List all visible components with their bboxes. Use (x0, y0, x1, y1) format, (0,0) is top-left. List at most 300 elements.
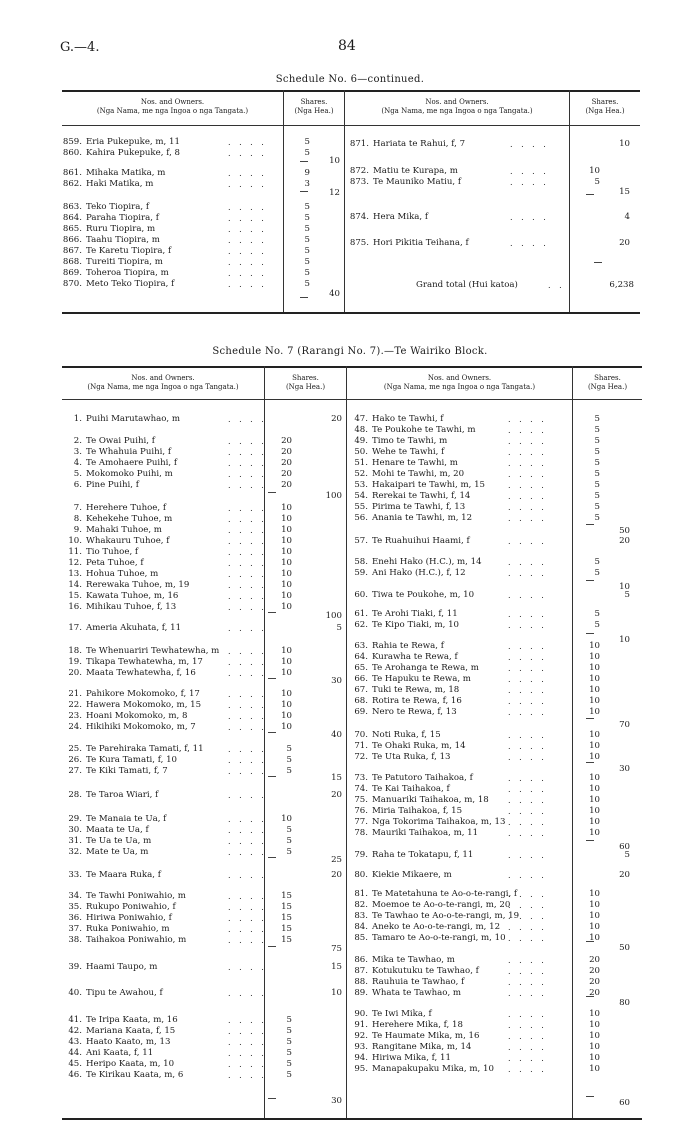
owner-name: Wehe te Tawhi, f (372, 447, 445, 457)
share-value: 10 (589, 663, 600, 673)
leader-dots: . . . . (508, 708, 547, 717)
sum-rule (586, 941, 594, 942)
leader-dots: . . . . (508, 851, 547, 860)
owner-name: Mahaki Tuhoe, m (86, 525, 162, 535)
leader-dots: . . (548, 281, 565, 290)
owner-name: Rotira te Rewa, f, 16 (372, 696, 462, 706)
share-value: 5 (286, 744, 292, 754)
list-item (58, 766, 168, 777)
entry-number: 88. (354, 977, 368, 987)
share-value: 5 (304, 202, 310, 212)
entry-number: 51. (354, 458, 368, 468)
leader-dots: . . . . (508, 1032, 547, 1041)
list-item (58, 458, 177, 469)
entry-number: 72. (354, 752, 368, 762)
entry-number: 50. (354, 447, 368, 457)
share-value: 10 (281, 558, 292, 568)
list-item (58, 569, 158, 580)
owner-name: Hariata te Rahui, f, 7 (373, 139, 466, 149)
owners-column-header (347, 374, 572, 392)
total-value: 4 (624, 212, 630, 222)
sum-rule (586, 633, 594, 634)
list-item (58, 623, 181, 634)
share-value: 20 (589, 966, 600, 976)
entry-number: 22. (68, 700, 82, 710)
list-item (346, 469, 464, 480)
leader-dots: . . . . (508, 901, 547, 910)
share-value: 5 (594, 557, 600, 567)
share-value: 10 (589, 1042, 600, 1052)
entry-number: 33. (68, 870, 82, 880)
owner-name: Te Iripa Kaata, m, 16 (86, 1015, 178, 1025)
owner-name: Mauriki Taihakoa, m, 11 (372, 828, 479, 838)
list-item (346, 513, 472, 524)
sum-rule (586, 524, 594, 525)
owner-name: Hako te Tawhi, f (372, 414, 444, 424)
leader-dots: . . . . (508, 934, 547, 943)
list-item (58, 1070, 183, 1081)
shares-column-header-line: (Nga Hea.) (294, 107, 334, 115)
subtotal-value: 60 (619, 1098, 630, 1108)
owner-name: Pahikore Mokomoko, f, 17 (86, 689, 200, 699)
sum-rule (268, 1098, 276, 1099)
entry-number: 12. (68, 558, 82, 568)
list-item (58, 814, 166, 825)
list-item (58, 1026, 175, 1037)
list-item (346, 988, 461, 999)
sum-rule (586, 762, 594, 763)
leader-dots: . . . . (228, 701, 267, 710)
owner-name: Hera Mika, f (373, 212, 429, 222)
owner-name: Kotukutuku te Tawhao, f (372, 966, 479, 976)
owner-name: Mihaka Matika, m (86, 168, 166, 178)
entry-number: 868. (62, 257, 82, 267)
list-item (346, 480, 485, 491)
entry-number: 2. (73, 436, 82, 446)
owner-name: Rangitane Mika, m, 14 (372, 1042, 472, 1052)
leader-dots: . . . . (228, 581, 267, 590)
entry-number: 867. (62, 246, 82, 256)
list-item (58, 825, 149, 836)
rule-line (62, 1118, 642, 1120)
list-item (58, 558, 144, 569)
entry-number: 16. (68, 602, 82, 612)
share-value: 10 (281, 711, 292, 721)
leader-dots: . . . . (228, 756, 267, 765)
share-value: 10 (589, 1020, 600, 1030)
list-item (58, 179, 153, 190)
owner-name: Meto Teko Tiopira, f (86, 279, 175, 289)
leader-dots: . . . . (228, 624, 267, 633)
list-item (346, 900, 510, 911)
entry-number: 45. (68, 1059, 82, 1069)
schedule-7-title: Schedule No. 7 (Rarangi No. 7).—Te Wairiko Block. (212, 346, 488, 357)
shares-column-header-line: Shares. (292, 374, 319, 382)
owner-name: Mate te Ua, m (86, 847, 149, 857)
entry-number: 75. (354, 795, 368, 805)
share-value: 10 (589, 806, 600, 816)
entry-number: 23. (68, 711, 82, 721)
list-item (58, 414, 180, 425)
leader-dots: . . . . (228, 258, 267, 267)
leader-dots: . . . . (508, 481, 547, 490)
owner-name: Toheroa Tiopira, m (86, 268, 169, 278)
entry-number: 32. (68, 847, 82, 857)
list-item (58, 436, 155, 447)
shares-column-header-line: (Nga Hea.) (285, 383, 326, 391)
sum-rule (586, 580, 594, 581)
leader-dots: . . . . (228, 791, 267, 800)
share-value: 10 (589, 828, 600, 838)
list-item (346, 966, 479, 977)
owner-name: Hikihiki Mokomoko, m, 7 (86, 722, 196, 732)
leader-dots: . . . . (508, 492, 547, 501)
entry-number: 18. (68, 646, 82, 656)
subtotal-value: 100 (325, 611, 342, 621)
grand-total-label: Grand total (Hui katoa) (416, 280, 518, 290)
list-item (58, 257, 163, 268)
owner-name: Herehere Tuhoe, f (86, 503, 167, 513)
entry-number: 14. (68, 580, 82, 590)
share-value: 10 (281, 646, 292, 656)
entry-number: 35. (68, 902, 82, 912)
leader-dots: . . . . (508, 753, 547, 762)
entry-number: 870. (62, 279, 82, 289)
leader-dots: . . . . (510, 140, 549, 149)
rule-line (62, 399, 642, 400)
list-item (346, 425, 475, 436)
entry-number: 19. (68, 657, 82, 667)
page-number: 84 (338, 38, 356, 54)
owner-name: Pine Puihi, f (86, 480, 139, 490)
share-value: 5 (286, 766, 292, 776)
leader-dots: . . . . (508, 569, 547, 578)
leader-dots: . . . . (508, 537, 547, 546)
entry-number: 89. (354, 988, 368, 998)
leader-dots: . . . . (228, 559, 267, 568)
subtotal-value: 60 (619, 842, 630, 852)
list-item (346, 773, 473, 784)
entry-number: 38. (68, 935, 82, 945)
owners-column-header-line: (Nga Nama, me nga Ingoa o nga Tangata.) (381, 107, 533, 115)
list-item (346, 1053, 451, 1064)
share-value: 5 (594, 177, 600, 187)
share-value: 5 (286, 1059, 292, 1069)
owner-name: Whakauru Tuhoe, f (86, 536, 170, 546)
list-item (346, 685, 459, 696)
entry-number: 78. (354, 828, 368, 838)
owner-name: Taahu Tiopira, m (86, 235, 160, 245)
list-item (346, 458, 458, 469)
owner-name: Tureiti Tiopira, m (86, 257, 163, 267)
share-value: 5 (594, 458, 600, 468)
leader-dots: . . . . (508, 675, 547, 684)
entry-number: 20. (68, 668, 82, 678)
leader-dots: . . . . (508, 1054, 547, 1063)
entry-number: 862. (62, 179, 82, 189)
share-value: 5 (304, 279, 310, 289)
leader-dots: . . . . (228, 723, 267, 732)
leader-dots: . . . . (508, 890, 547, 899)
leader-dots: . . . . (228, 914, 267, 923)
share-value: 5 (286, 1037, 292, 1047)
owner-name: Matiu te Kurapa, m (373, 166, 458, 176)
leader-dots: . . . . (228, 690, 267, 699)
share-value: 5 (286, 1070, 292, 1080)
owner-name: Taihakoa Poniwahio, m (86, 935, 187, 945)
leader-dots: . . . . (228, 826, 267, 835)
sum-rule (586, 840, 594, 841)
leader-dots: . . . . (508, 796, 547, 805)
sum-rule (268, 732, 276, 733)
entry-number: 54. (354, 491, 368, 501)
share-value: 3 (304, 179, 310, 189)
entry-number: 7. (73, 503, 82, 513)
share-value: 5 (594, 425, 600, 435)
entry-number: 62. (354, 620, 368, 630)
entry-number: 70. (354, 730, 368, 740)
list-item (346, 817, 505, 828)
owners-column-header-line: Nos. and Owners. (131, 374, 195, 382)
owner-name: Rauhuia te Tawhao, f (372, 977, 465, 987)
leader-dots: . . . . (508, 1065, 547, 1074)
leader-dots: . . . . (508, 686, 547, 695)
share-value: 10 (589, 166, 600, 176)
leader-dots: . . . . (508, 785, 547, 794)
leader-dots: . . . . (228, 180, 267, 189)
shares-column-header-line: Shares. (300, 98, 328, 106)
list-item (58, 447, 171, 458)
list-item (58, 790, 158, 801)
list-item (346, 752, 451, 763)
list-item (58, 469, 173, 480)
entry-number: 26. (68, 755, 82, 765)
list-item (346, 806, 462, 817)
share-value: 5 (594, 568, 600, 578)
entry-number: 41. (68, 1015, 82, 1025)
entry-number: 79. (354, 850, 368, 860)
owner-name: Te Kiki Tamati, f, 7 (86, 766, 168, 776)
share-value: 10 (589, 933, 600, 943)
entry-number: 71. (354, 741, 368, 751)
list-item (346, 1064, 494, 1075)
owner-name: Mohi te Tawhi, m, 20 (372, 469, 465, 479)
share-value: 15 (281, 935, 292, 945)
owner-name: Tipu te Awahou, f (86, 988, 163, 998)
share-value: 5 (594, 502, 600, 512)
leader-dots: . . . . (508, 514, 547, 523)
share-value: 15 (281, 902, 292, 912)
owner-name: Tamaro te Ao-o-te-rangi, m, 10 (372, 933, 506, 943)
leader-dots: . . . . (508, 610, 547, 619)
share-value: 10 (589, 696, 600, 706)
list-item (346, 590, 474, 601)
leader-dots: . . . . (228, 236, 267, 245)
owner-name: Kawata Tuhoe, m, 16 (86, 591, 179, 601)
share-value: 5 (286, 1048, 292, 1058)
entry-number: 29. (68, 814, 82, 824)
leader-dots: . . . . (228, 149, 267, 158)
entry-number: 866. (62, 235, 82, 245)
total-value: 15 (331, 962, 342, 972)
owner-name: Te Taroa Wiari, f (86, 790, 159, 800)
list-item (346, 870, 452, 881)
share-value: 10 (281, 668, 292, 678)
share-value: 10 (589, 1009, 600, 1019)
entry-number: 865. (62, 224, 82, 234)
subtotal-value: 15 (331, 773, 342, 783)
share-value: 10 (589, 817, 600, 827)
share-value: 10 (281, 547, 292, 557)
leader-dots: . . . . (228, 837, 267, 846)
leader-dots: . . . . (228, 214, 267, 223)
entry-number: 76. (354, 806, 368, 816)
list-item (346, 568, 466, 579)
leader-dots: . . . . (228, 269, 267, 278)
entry-number: 93. (354, 1042, 368, 1052)
total-value: 5 (336, 623, 342, 633)
share-value: 20 (281, 480, 292, 490)
entry-number: 74. (354, 784, 368, 794)
list-item (345, 212, 428, 223)
leader-dots: . . . . (508, 448, 547, 457)
share-value: 10 (589, 752, 600, 762)
leader-dots: . . . . (508, 459, 547, 468)
leader-dots: . . . . (508, 1021, 547, 1030)
share-value: 20 (589, 988, 600, 998)
share-value: 10 (281, 657, 292, 667)
owner-name: Kehekehe Tuhoe, m (86, 514, 173, 524)
list-item (346, 1042, 471, 1053)
leader-dots: . . . . (228, 669, 267, 678)
list-item (58, 1015, 178, 1026)
owner-name: Te Arohi Tiaki, f, 11 (372, 609, 458, 619)
share-value: 10 (589, 922, 600, 932)
entry-number: 94. (354, 1053, 368, 1063)
owners-column-header (62, 374, 264, 392)
share-value: 5 (286, 825, 292, 835)
owners-column-header-line: (Nga Nama, me nga Ingoa o nga Tangata.) (87, 383, 239, 391)
entry-number: 11. (68, 547, 82, 557)
list-item (58, 602, 176, 613)
sum-rule (300, 191, 308, 192)
owner-name: Peta Tuhoe, f (86, 558, 144, 568)
entry-number: 61. (354, 609, 368, 619)
entry-number: 95. (354, 1064, 368, 1074)
entry-number: 55. (354, 502, 368, 512)
entry-number: 13. (68, 569, 82, 579)
share-value: 5 (304, 224, 310, 234)
entry-number: 73. (354, 773, 368, 783)
owners-column-header-line: (Nga Nama, me nga Ingoa o nga Tangata.) (96, 107, 249, 115)
share-value: 5 (304, 235, 310, 245)
total-value: 20 (619, 238, 630, 248)
sum-rule (300, 161, 308, 162)
list-item (58, 536, 169, 547)
owner-name: Te Matetahuna te Ao-o-te-rangi, f (372, 889, 518, 899)
leader-dots: . . . . (508, 871, 547, 880)
list-item (346, 620, 459, 631)
leader-dots: . . . . (508, 731, 547, 740)
subtotal-value: 30 (331, 676, 342, 686)
list-item (58, 1059, 174, 1070)
list-item (346, 502, 465, 513)
leader-dots: . . . . (508, 912, 547, 921)
share-value: 10 (589, 730, 600, 740)
list-item (58, 913, 172, 924)
entry-number: 43. (68, 1037, 82, 1047)
sum-rule (300, 297, 308, 298)
leader-dots: . . . . (228, 169, 267, 178)
share-value: 10 (281, 569, 292, 579)
leader-dots: . . . . (508, 621, 547, 630)
share-value: 5 (594, 447, 600, 457)
list-item (346, 933, 506, 944)
entry-number: 63. (354, 641, 368, 651)
column-rule (572, 366, 573, 1118)
leader-dots: . . . . (508, 653, 547, 662)
total-value: 20 (331, 790, 342, 800)
entry-number: 863. (62, 202, 82, 212)
list-item (58, 755, 177, 766)
list-item (346, 707, 457, 718)
owner-name: Hiriwa Poniwahio, f (86, 913, 172, 923)
list-item (346, 730, 441, 741)
list-item (58, 525, 162, 536)
owner-name: Tikapa Tewhatewha, m, 17 (86, 657, 203, 667)
share-value: 20 (281, 469, 292, 479)
list-item (58, 891, 186, 902)
share-value: 5 (286, 755, 292, 765)
owner-name: Pirima te Tawhi, f, 13 (372, 502, 466, 512)
share-value: 10 (281, 700, 292, 710)
shares-column-header (284, 98, 344, 116)
subtotal-value: 15 (619, 187, 630, 197)
leader-dots: . . . . (228, 515, 267, 524)
entry-number: 52. (354, 469, 368, 479)
share-value: 10 (281, 602, 292, 612)
leader-dots: . . . . (228, 504, 267, 513)
owner-name: Rerewaka Tuhoe, m, 19 (86, 580, 190, 590)
leader-dots: . . . . (510, 213, 549, 222)
entry-number: 81. (354, 889, 368, 899)
subtotal-value: 80 (619, 998, 630, 1008)
entry-number: 67. (354, 685, 368, 695)
owner-name: Paraha Tiopira, f (86, 213, 159, 223)
total-value: 20 (331, 414, 342, 424)
list-item (346, 557, 482, 568)
leader-dots: . . . . (228, 815, 267, 824)
entry-number: 872. (349, 166, 369, 176)
shares-column-header-line: (Nga Hea.) (587, 383, 628, 391)
owner-name: Nero te Rewa, f, 13 (372, 707, 457, 717)
share-value: 10 (589, 741, 600, 751)
list-item (345, 177, 461, 188)
sum-rule (268, 776, 276, 777)
entry-number: 42. (68, 1026, 82, 1036)
share-value: 20 (589, 955, 600, 965)
list-item (345, 238, 469, 249)
list-item (346, 795, 489, 806)
owner-name: Te Ohaki Ruka, m, 14 (372, 741, 466, 751)
shares-column-header-line: Shares. (594, 374, 621, 382)
list-item (58, 744, 204, 755)
share-value: 10 (589, 784, 600, 794)
entry-number: 30. (68, 825, 82, 835)
leader-dots: . . . . (228, 138, 267, 147)
list-item (346, 1020, 463, 1031)
owner-name: Manapakupaku Mika, m, 10 (372, 1064, 494, 1074)
